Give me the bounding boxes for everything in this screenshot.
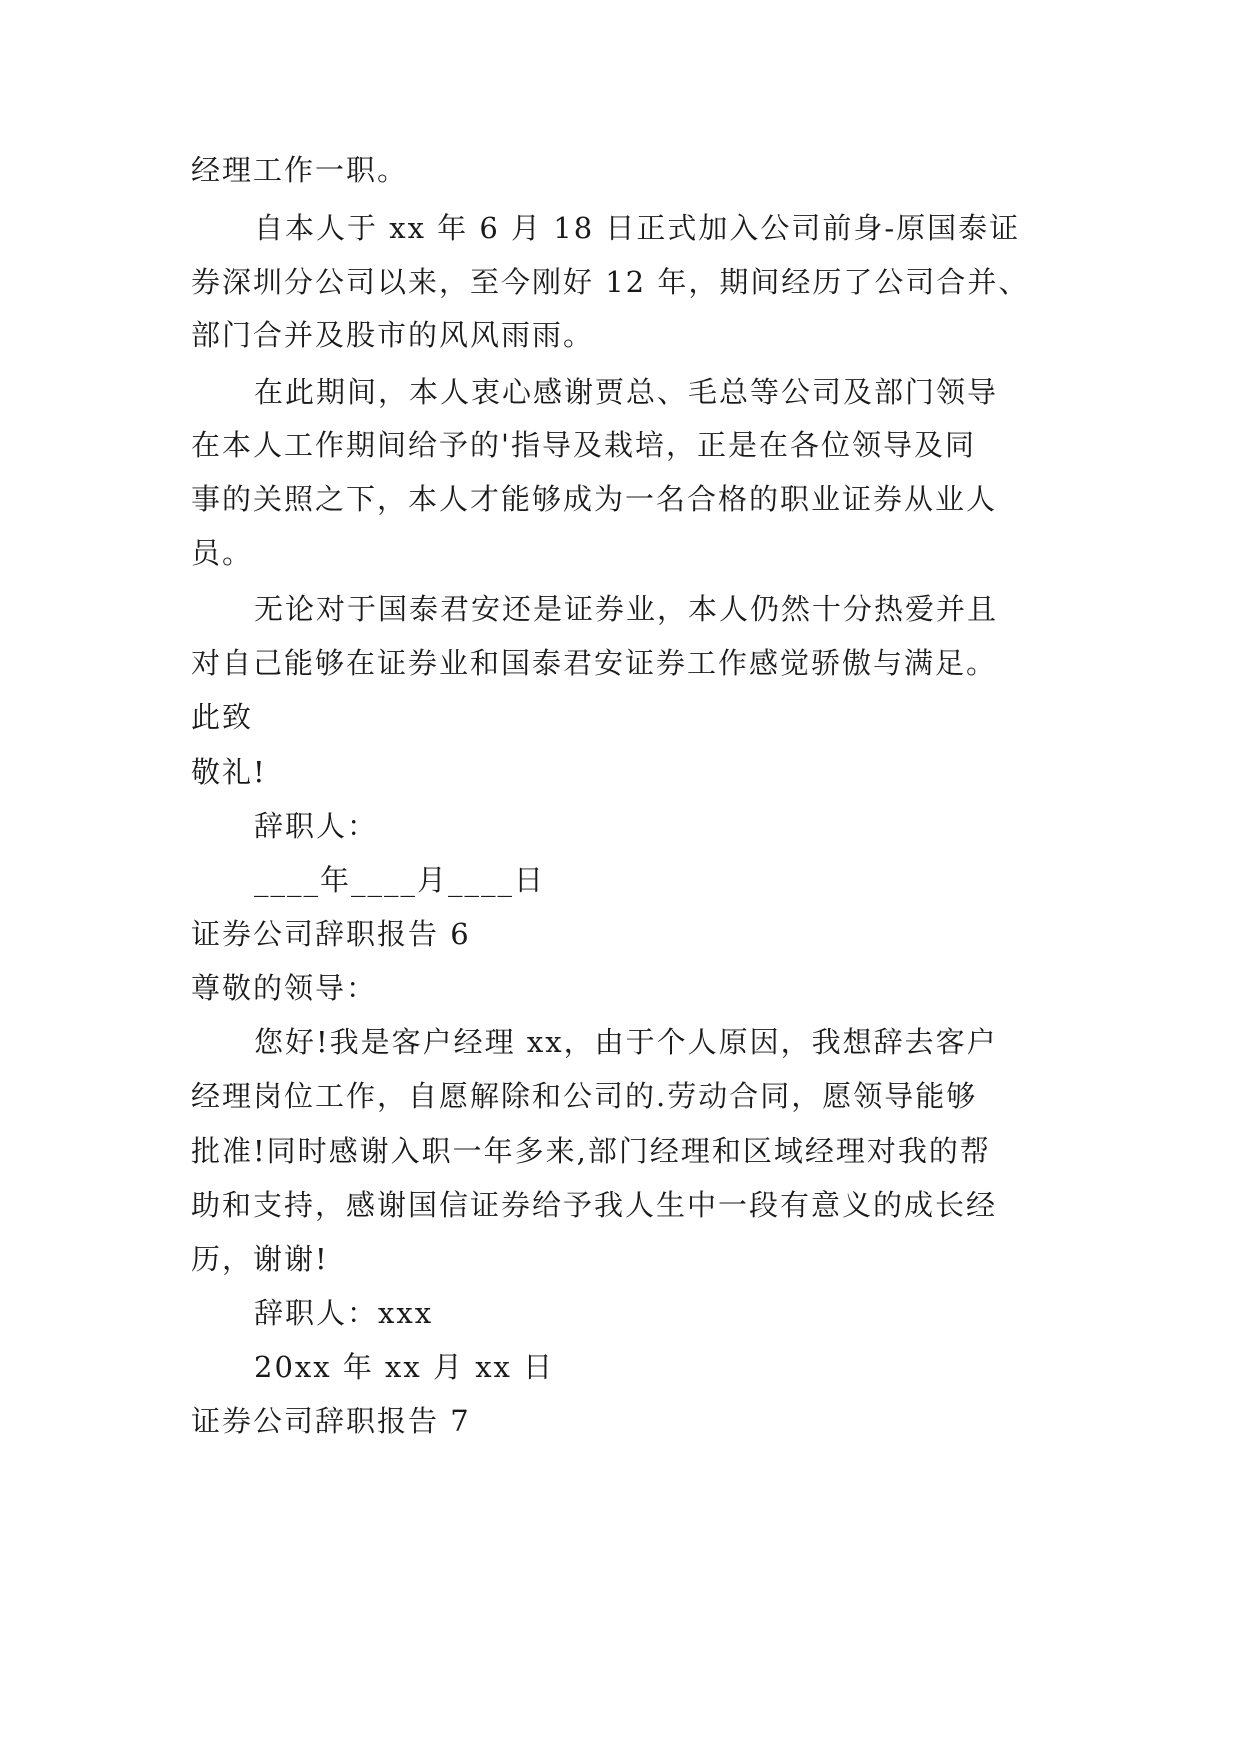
paragraph-line: 批准!同时感谢入职一年多来,部门经理和区域经理对我的帮 <box>191 1134 991 1168</box>
paragraph-line: 助和支持，感谢国信证券给予我人生中一段有意义的成长经 <box>191 1188 998 1222</box>
paragraph-line: 您好!我是客户经理 xx，由于个人原因，我想辞去客户 <box>254 1025 998 1059</box>
paragraph-line: 部门合并及股市的风风雨雨。 <box>191 318 595 352</box>
paragraph-line: 在此期间，本人衷心感谢贾总、毛总等公司及部门领导 <box>254 375 999 409</box>
paragraph-line: 历，谢谢! <box>191 1242 329 1276</box>
signature-label: 辞职人： <box>254 809 379 843</box>
date-line: ____年____月____日 <box>254 863 546 897</box>
signature-label: 辞职人：xxx <box>254 1296 434 1330</box>
paragraph-line: 券深圳分公司以来，至今刚好 12 年，期间经历了公司合并、 <box>191 265 1030 299</box>
paragraph-line: 对自己能够在证券业和国泰君安证券工作感觉骄傲与满足。 <box>191 646 998 680</box>
salutation: 尊敬的领导： <box>191 971 378 1005</box>
paragraph-line: 无论对于国泰君安还是证券业，本人仍然十分热爱并且 <box>254 592 999 626</box>
closing-line: 敬礼! <box>191 755 267 789</box>
paragraph-line: 经理工作一职。 <box>191 153 409 187</box>
section-heading: 证券公司辞职报告 6 <box>191 917 471 951</box>
paragraph-line: 经理岗位工作，自愿解除和公司的.劳动合同，愿领导能够 <box>191 1079 978 1113</box>
paragraph-line: 在本人工作期间给予的'指导及栽培，正是在各位领导及同 <box>191 428 976 462</box>
paragraph-line: 员。 <box>191 536 254 570</box>
paragraph-line: 自本人于 xx 年 6 月 18 日正式加入公司前身-原国泰证 <box>254 211 1021 245</box>
section-heading: 证券公司辞职报告 7 <box>191 1404 471 1438</box>
closing-line: 此致 <box>191 700 254 734</box>
paragraph-line: 事的关照之下，本人才能够成为一名合格的职业证券从业人 <box>191 482 998 516</box>
date-line: 20xx 年 xx 月 xx 日 <box>254 1350 555 1384</box>
